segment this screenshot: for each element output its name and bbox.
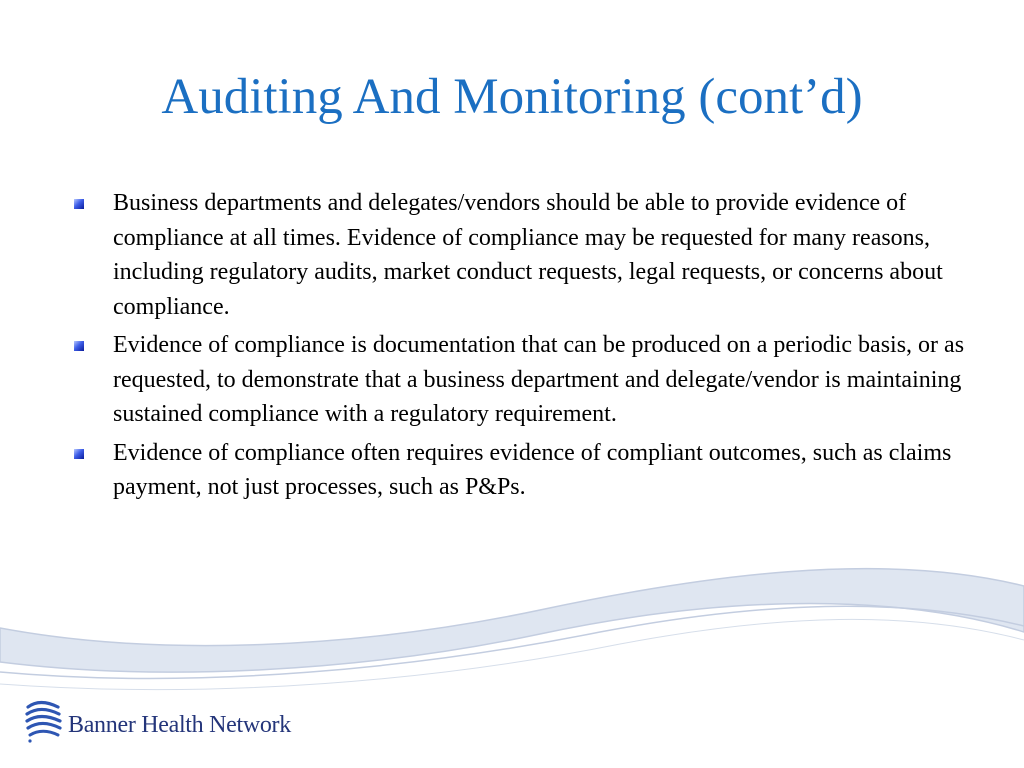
bullet-text: Evidence of compliance often requires evidence of compliant outcomes, such as claims payment, not just processes, such as P&Ps.: [113, 439, 952, 500]
bullet-item: [74, 436, 974, 505]
square-bullet-icon: [74, 449, 84, 459]
square-bullet-icon: [74, 199, 84, 209]
bullet-text: Evidence of compliance is documentation that can be produced on a periodic basis, or as requested, to demonstrate that a business department and delegate/vendor is maintaining sustained compliance with a regulatory requirement.: [113, 332, 965, 427]
bullet-item: [74, 186, 974, 324]
bullet-list: [74, 186, 974, 509]
bullet-text: Business departments and delegates/vendors should be able to provide evidence of compliance at all times. Evidence of compliance may be requested for many reasons, including regulatory audits, market conduct requests, legal requests, or concerns about compliance.: [113, 190, 943, 320]
bullet-item: [74, 328, 974, 432]
logo-text: Banner Health Network: [68, 711, 291, 738]
decorative-swoosh: [0, 540, 1024, 700]
banner-health-network-logo: [24, 698, 291, 746]
banner-wave-logo-icon: [24, 699, 64, 745]
square-bullet-icon: [74, 341, 84, 351]
slide-title: Auditing And Monitoring (cont’d): [161, 69, 863, 125]
